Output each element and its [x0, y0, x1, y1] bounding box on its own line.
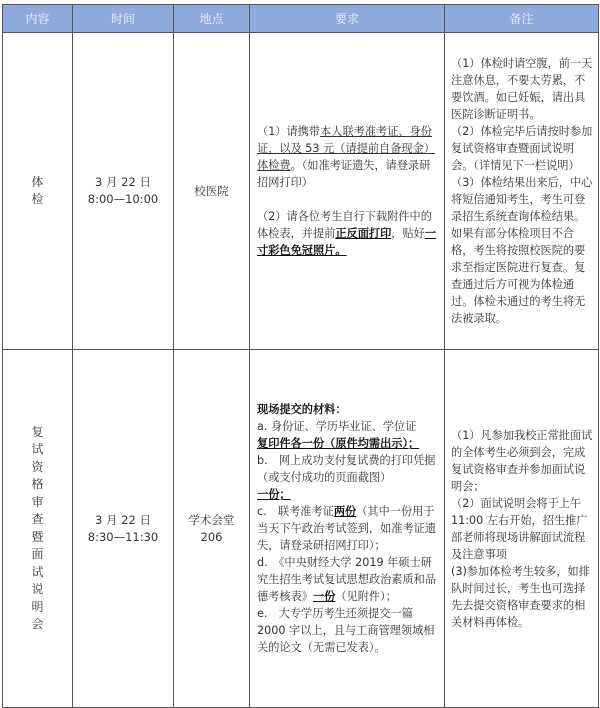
cell-time	[73, 350, 174, 708]
note-3: （3）体检结果出来后，中心将短信通知考生，考生可登录招生系统查询体检结果。如果有部分体检项目不合格，考生将按照校医院的要求至指定医院进行复查。复查通过后方可视为体检通过。体检未通过的考生将无法被录取。	[451, 176, 593, 325]
requirement-1	[257, 123, 440, 191]
req2-text-c: ，贴好	[391, 227, 425, 240]
item-c-text: c. 联考准考证	[257, 505, 334, 518]
cell-location	[174, 33, 250, 350]
location-line1: 学术会堂	[188, 512, 235, 527]
table-row-qualification-review	[3, 350, 599, 708]
req1-underlined: 本人联考准考证、身份证，以及 53 元（请提前自备现金）体检费	[257, 125, 435, 172]
header-location: 地点	[174, 5, 250, 33]
cell-content	[3, 33, 73, 350]
item-b-text: b. 网上成功支付复试费的打印凭据（或支付成功的页面截图）	[257, 454, 436, 484]
item-d-bold: 一份	[312, 590, 336, 603]
cell-notes	[445, 350, 599, 708]
req2-text-a: （2）请各位考生自行下载附件中的体检表，并提前	[257, 210, 432, 240]
cell-notes	[445, 33, 599, 350]
item-a-bold: 复印件各一份（原件均需出示）；	[257, 437, 420, 450]
header-notes: 备注	[445, 5, 599, 33]
req1-text-a: （1）请携带	[257, 125, 321, 138]
item-d-text: d. 《中央财经大学 2019 年硕士研究生招生考试复试思想政治素质和品德考核表》	[257, 556, 437, 603]
cell-location	[174, 350, 250, 708]
location-text: 校医院	[194, 183, 229, 198]
header-requirements: 要求	[250, 5, 445, 33]
time-text: 8:00—10:00	[87, 192, 159, 206]
item-a	[257, 418, 440, 452]
table-row-physical-exam	[3, 33, 599, 350]
req2-bold-photo: 一寸彩色免冠照片。	[257, 227, 437, 257]
location-line2: 206	[200, 529, 223, 544]
item-a-text: a. 身份证、学历毕业证、学位证	[257, 420, 417, 433]
date-text: 3 月 22 日	[95, 175, 151, 189]
item-c	[257, 503, 440, 554]
note-2: （2）体检完毕后请按时参加复试资格审查暨面试说明会。（详情见下一栏说明）	[451, 125, 593, 172]
header-content: 内容	[3, 5, 73, 33]
item-d-text2: （见附件）；	[335, 590, 397, 603]
req2-bold-print: 正反面打印	[335, 227, 392, 240]
table-header-row	[3, 5, 599, 33]
req1-text-c: 。（如准考证遗失，请登录研招网打印）	[257, 159, 431, 189]
cell-time	[73, 33, 174, 350]
time-text: 8:30—11:30	[87, 529, 159, 544]
item-b-bold: 一份；	[257, 488, 291, 501]
item-e: e. 大专学历考生还须提交一篇 2000 字以上，且与工商管理领域相关的论文（无需已发表）。	[257, 607, 435, 654]
item-c-bold: 两份	[333, 505, 357, 518]
date-text: 3 月 22 日	[95, 512, 151, 527]
note-2: （2）面试说明会将于上午 11:00 左右开始，招生推广部老师将现场讲解面试流程及注意事项	[451, 496, 588, 561]
cell-requirements	[250, 33, 445, 350]
note-1: （1）体检时请空腹，前一天注意休息，不要太劳累，不要饮酒。如已妊娠，请出具医院诊断证明书。	[451, 57, 593, 121]
cell-requirements	[250, 350, 445, 708]
content-label: 体检	[31, 174, 44, 206]
schedule-table	[2, 4, 599, 708]
item-c-text2: （其中一份用于当天下午政治考试签到，如准考证遗失，请登录研招网打印）；	[257, 505, 437, 552]
content-label: 复试资格审查暨面试说明会	[31, 424, 44, 631]
materials-title: 现场提交的材料：	[257, 403, 347, 416]
requirement-2	[257, 208, 440, 259]
note-3: (3)参加体检考生较多，如排队时间过长，考生也可选择先去提交资格审查要求的相关材料再体检。	[451, 564, 590, 629]
cell-content	[3, 350, 73, 708]
note-1: （1）凡参加我校正常批面试的全体考生必须到会，完成复试资格审查并参加面试说明会；	[451, 428, 593, 493]
item-b	[257, 452, 440, 503]
header-time: 时间	[73, 5, 174, 33]
item-d	[257, 554, 440, 605]
